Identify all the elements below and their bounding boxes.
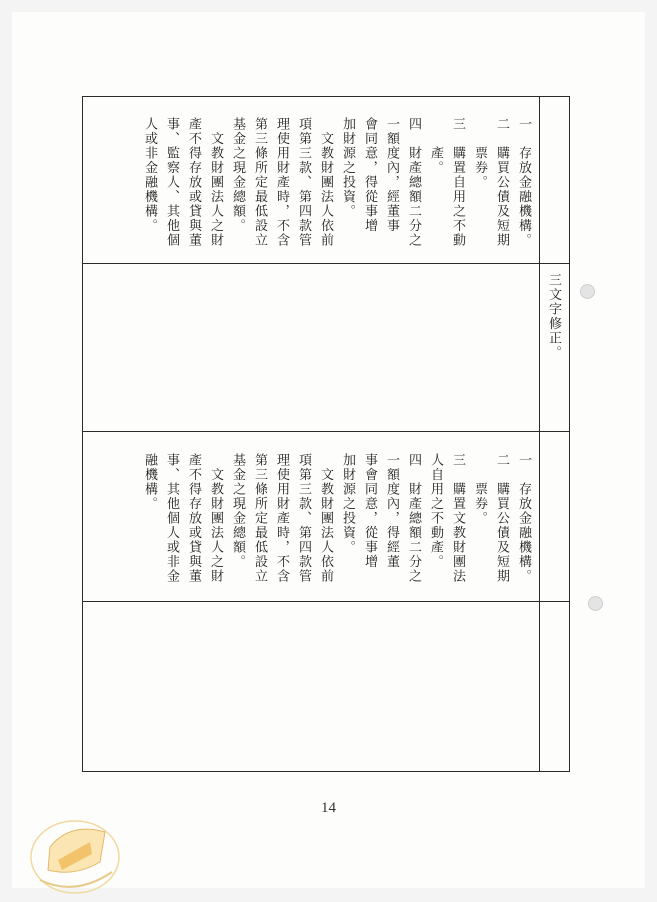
row-divider-1 [83, 263, 569, 264]
top-text-column: 一額度內，經董事 [384, 117, 399, 233]
row-divider-3 [83, 601, 569, 602]
page-number: 14 [321, 800, 336, 816]
bottom-text-column: 第三條所定最低設立 [252, 453, 267, 584]
top-text-column: 事、監察人、其他個 [164, 117, 179, 248]
bottom-text-column: 事會同意，從事增 [362, 453, 377, 569]
top-text-column: 會同意，得從事增 [362, 117, 377, 233]
top-text-column: 三 購置自用之不動 [450, 117, 465, 248]
top-text-column: 產。 [428, 117, 443, 175]
bottom-text-column: 票券。 [472, 453, 487, 526]
top-text-column: 加財源之投資。 [340, 117, 355, 219]
bottom-text-column: 理使用財產時，不含 [274, 453, 289, 584]
bottom-text-column: 事、其他個人或非金 [164, 453, 179, 584]
comparison-table [82, 96, 570, 772]
top-text-column: 理使用財產時，不含 [274, 117, 289, 248]
bottom-text-column: 二 購買公債及短期 [494, 453, 509, 584]
top-text-column: 四 財產總額二分之 [406, 117, 421, 248]
top-text-column: 第三條所定最低設立 [252, 117, 267, 248]
binder-hole [580, 284, 595, 299]
note-column-divider [539, 97, 540, 771]
top-text-column: 人或非金融機構。 [142, 117, 157, 233]
bottom-text-column: 基金之現金總額。 [230, 453, 245, 569]
bottom-text-column: 三 購置文教財團法 [450, 453, 465, 584]
top-text-column: 一 存放金融機構。 [516, 117, 531, 248]
bottom-text-column: 項第三款、第四款管 [296, 453, 311, 584]
top-text-column: 產不得存放或貸與董 [186, 117, 201, 248]
bottom-text-column: 文教財團法人依前 [318, 453, 333, 584]
row-divider-2 [83, 431, 569, 432]
bottom-text-column: 產不得存放或貸與董 [186, 453, 201, 584]
bottom-text-column: 一 存放金融機構。 [516, 453, 531, 584]
watermark-logo-icon [20, 802, 130, 902]
bottom-text-column: 一額度內，得經董 [384, 453, 399, 569]
bottom-text-column: 文教財團法人之財 [208, 453, 223, 584]
binder-hole [588, 596, 603, 611]
top-text-column: 項第三款、第四款管 [296, 117, 311, 248]
top-text-column: 文教財團法人之財 [208, 117, 223, 248]
top-text-column: 票券。 [472, 117, 487, 190]
bottom-text-column: 人自用之不動產。 [428, 453, 443, 569]
bottom-text-column: 融機構。 [142, 453, 157, 511]
bottom-text-column: 四 財產總額二分之 [406, 453, 421, 584]
top-text-column: 文教財團法人依前 [318, 117, 333, 248]
bottom-text-column: 加財源之投資。 [340, 453, 355, 555]
document-page [12, 12, 645, 888]
top-text-column: 基金之現金總額。 [230, 117, 245, 233]
top-text-column: 二 購買公債及短期 [494, 117, 509, 248]
revision-note: 三文字修正。 [546, 273, 561, 360]
